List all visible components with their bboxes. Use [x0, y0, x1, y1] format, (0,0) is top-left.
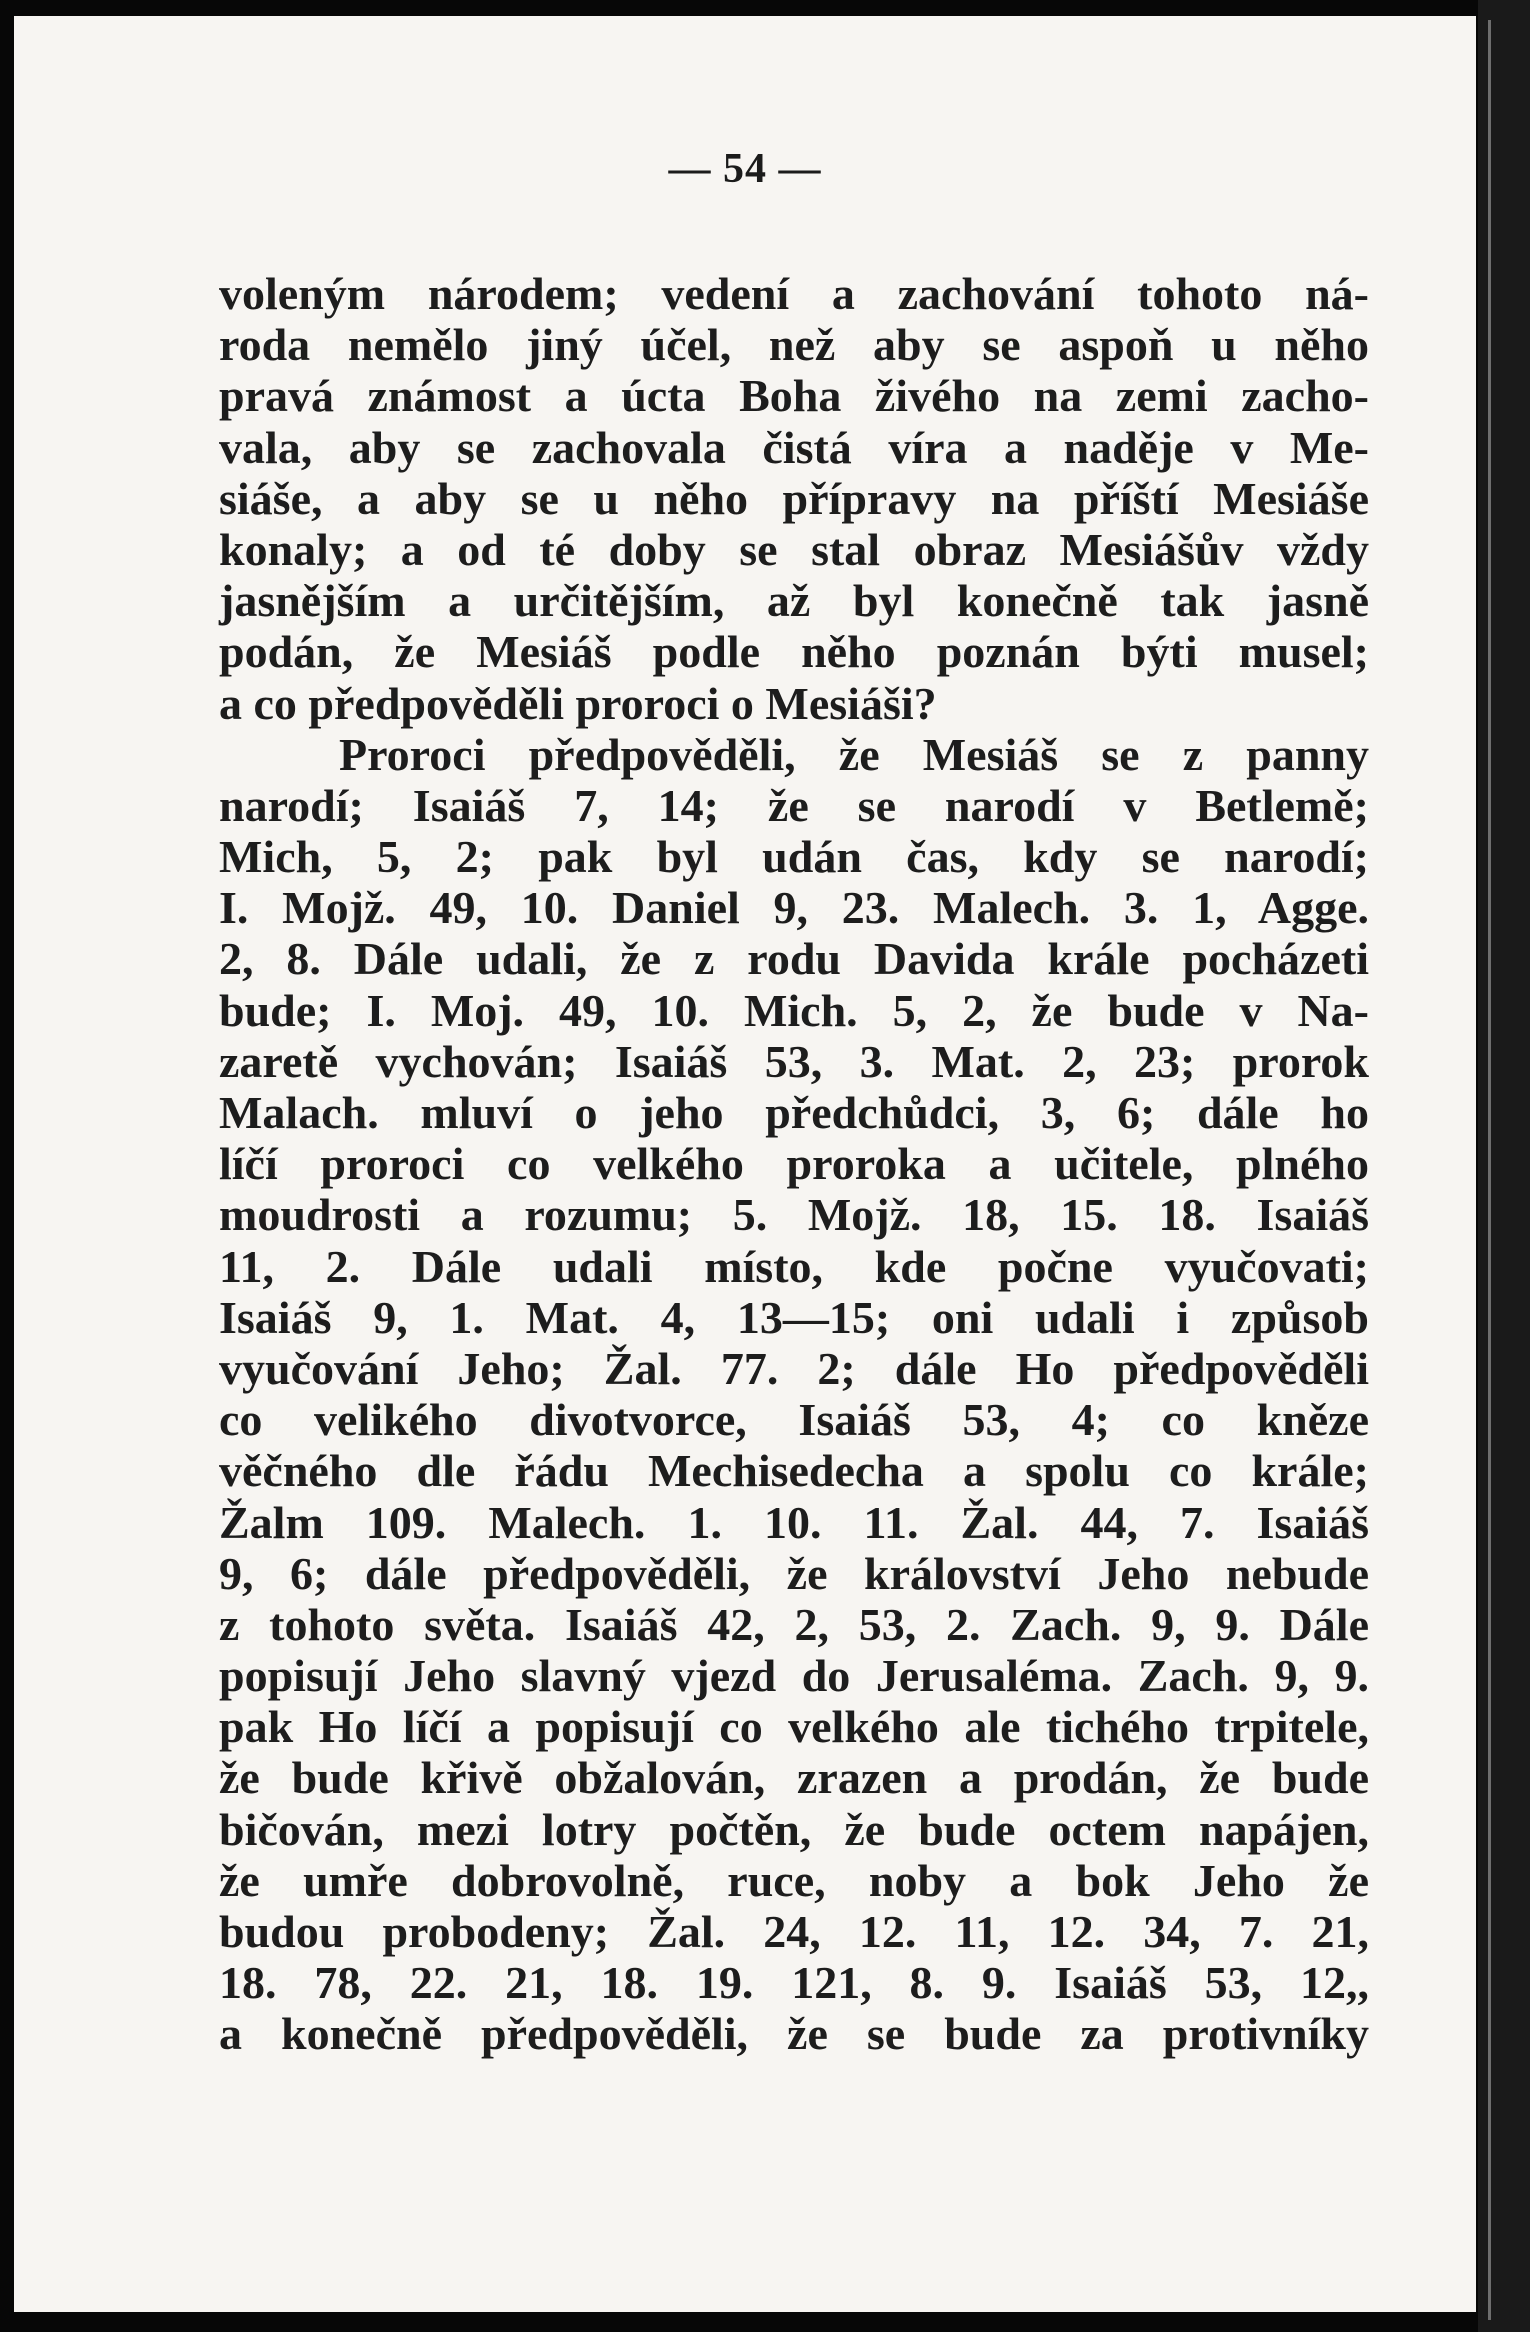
text-line: Isaiáš 9, 1. Mat. 4, 13—15; oni udali i způsob	[219, 1291, 1369, 1343]
text-line: že umře dobrovolně, ruce, noby a bok Jeho že	[219, 1854, 1369, 1906]
text-line: Malach. mluví o jeho předchůdci, 3, 6; dále ho	[219, 1087, 1369, 1138]
text-line: roda nemělo jiný účel, než aby se aspoň u něho	[219, 319, 1369, 371]
text-line: zaretě vychován; Isaiáš 53, 3. Mat. 2, 23; prorok	[219, 1035, 1369, 1087]
text-line: 18. 78, 22. 21, 18. 19. 121, 8. 9. Isaiáš 53, 12,,	[219, 1957, 1369, 2009]
scan-edge-line	[1488, 20, 1491, 2320]
text-line: Mich, 5, 2; pak byl udán čas, kdy se narodí;	[219, 831, 1369, 883]
text-line: vyučování Jeho; Žal. 77. 2; dále Ho předpověděli	[219, 1342, 1369, 1394]
book-page	[14, 16, 1476, 2312]
text-line: budou probodeny; Žal. 24, 12. 11, 12. 34, 7. 21,	[219, 1906, 1369, 1957]
page-number: — 54 —	[668, 146, 822, 192]
text-line: co velikého divotvorce, Isaiáš 53, 4; co kněze	[219, 1394, 1369, 1446]
scan-border	[1478, 0, 1530, 2332]
text-line: podán, že Mesiáš podle něho poznán býti musel;	[219, 626, 1369, 678]
text-line: vala, aby se zachovala čistá víra a naděje v Me-	[219, 421, 1369, 473]
text-line: moudrosti a rozumu; 5. Mojž. 18, 15. 18. Isaiáš	[219, 1189, 1369, 1241]
text-line: že bude křivě obžalován, zrazen a prodán, že bude	[219, 1752, 1369, 1804]
text-line: 9, 6; dále předpověděli, že království Jeho nebude	[219, 1547, 1369, 1599]
text-line: věčného dle řádu Mechisedecha a spolu co krále;	[219, 1445, 1369, 1497]
text-line: narodí; Isaiáš 7, 14; že se narodí v Betlemě;	[219, 779, 1369, 831]
text-line: Žalm 109. Malech. 1. 10. 11. Žal. 44, 7. Isaiáš	[219, 1496, 1369, 1548]
text-line: z tohoto světa. Isaiáš 42, 2, 53, 2. Zach. 9, 9. Dále	[219, 1598, 1369, 1650]
text-line: popisují Jeho slavný vjezd do Jerusaléma. Zach. 9, 9.	[219, 1650, 1369, 1702]
text-line: bude; I. Moj. 49, 10. Mich. 5, 2, že bude v Na-	[219, 984, 1369, 1036]
text-line: voleným národem; vedení a zachování tohoto ná-	[219, 268, 1369, 319]
body-text	[219, 268, 1369, 2060]
text-line: siáše, a aby se u něho přípravy na příští Mesiáše	[219, 472, 1369, 524]
text-line: pak Ho líčí a popisují co velkého ale tichého trpitele,	[219, 1701, 1369, 1753]
text-line: a konečně předpověděli, že se bude za protivníky	[219, 2008, 1369, 2060]
text-line: bičován, mezi lotry počtěn, že bude octem napájen,	[219, 1803, 1369, 1855]
text-line: jasnějším a určitějším, až byl konečně tak jasně	[219, 575, 1369, 627]
text-line: 11, 2. Dále udali místo, kde počne vyučovati;	[219, 1240, 1369, 1292]
text-line: 2, 8. Dále udali, že z rodu Davida krále pocházeti	[219, 933, 1369, 985]
text-line: konaly; a od té doby se stal obraz Mesiášův vždy	[219, 523, 1369, 575]
text-line: líčí proroci co velkého proroka a učitele, plného	[219, 1138, 1369, 1190]
text-line: a co předpověděli proroci o Mesiáši?	[219, 677, 937, 729]
text-line: pravá známost a úcta Boha živého na zemi zacho-	[219, 370, 1369, 422]
text-line: I. Mojž. 49, 10. Daniel 9, 23. Malech. 3. 1, Agge.	[219, 882, 1369, 934]
text-line: Proroci předpověděli, že Mesiáš se z panny	[339, 728, 1369, 780]
